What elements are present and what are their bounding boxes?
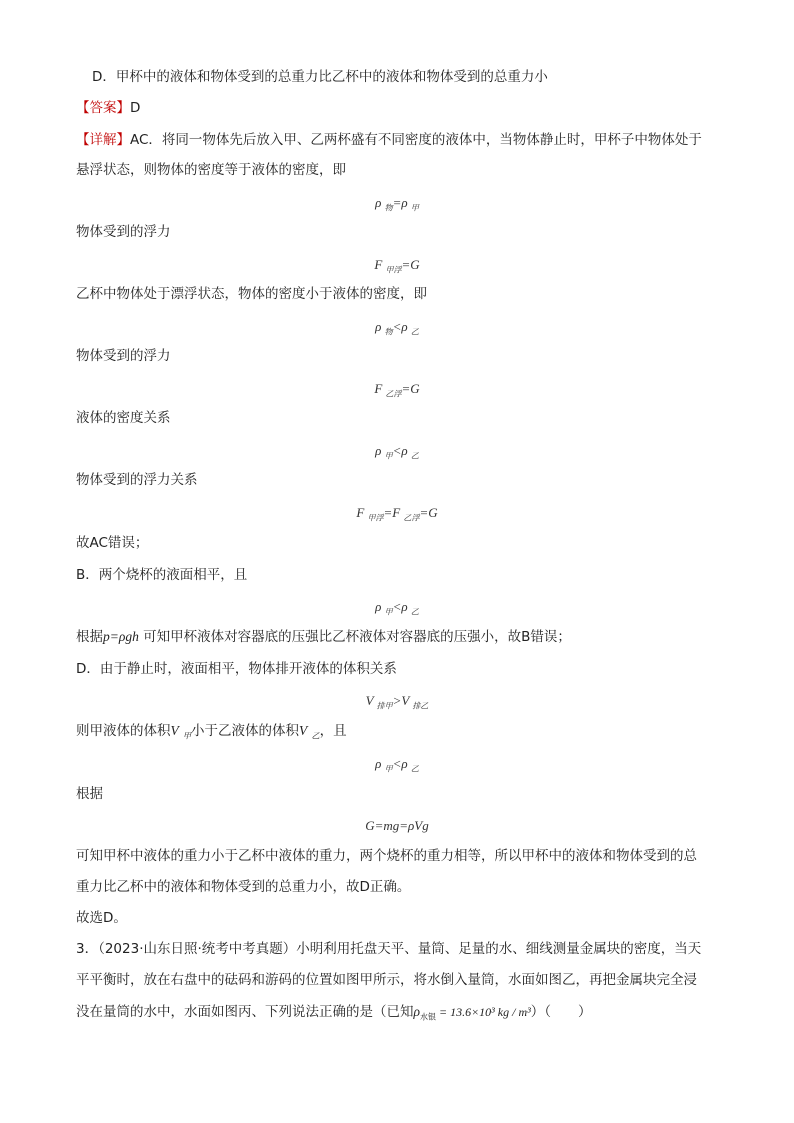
detail-line-2: 悬浮状态，则物体的密度等于液体的密度，即 [76,162,346,178]
question-3-line-2: 平平衡时，放在右盘中的砝码和游码的位置如图甲所示，将水倒入量筒，水面如图乙，再把金属块完全浸 [76,972,697,988]
mercury-density-value: = 13.6×10³ kg / m³ [435,1005,531,1019]
equation-1: ρ $_物$=ρ $_甲$ [375,195,419,213]
text-buoyancy-2: 物体受到的浮力 [76,348,171,364]
text-option-d: D．由于静止时，液面相平，物体排开液体的体积关系 [76,661,397,677]
equation-5: ρ $_甲$<ρ $_乙$ [375,443,419,461]
text-volume: 则甲液体的体积V $_甲$小于乙液体的体积V $_乙$，且 [76,723,347,741]
text-ac-wrong: 故AC错误； [76,535,149,551]
equation-7: ρ $_甲$<ρ $_乙$ [375,599,419,617]
answer-label: 【答案】 [76,100,130,116]
equation-3: ρ $_物$<ρ $_乙$ [375,319,419,337]
detail-label: 【详解】 [76,132,130,148]
text-option-b: B．两个烧杯的液面相平，且 [76,567,248,583]
answer-line [76,98,140,118]
equation-9: ρ $_甲$<ρ $_乙$ [375,756,419,774]
text-density-relation: 液体的密度关系 [76,410,171,426]
equation-2: F $_{甲浮}$=G [374,257,420,275]
equation-6: F $_{甲浮}$=F $_{乙浮}$=G [356,505,438,523]
text-buoyancy-1: 物体受到的浮力 [76,224,171,240]
mercury-density-symbol: ρ [413,1004,420,1019]
answer-value: D [130,100,141,116]
question-3-line-1: 3．（2023·山东日照·统考中考真题）小明利用托盘天平、量筒、足量的水、细线测量金属块的密度，当天 [76,941,702,957]
text-conclusion-2: 重力比乙杯中的液体和物体受到的总重力小，故D正确。 [76,879,411,895]
text-b-pressure: 根据p=ρgh 可知甲杯液体对容器底的压强比乙杯液体对容器底的压强小，故B错误； [76,629,571,645]
text-choose: 故选D。 [76,910,127,926]
text-conclusion-1: 可知甲杯中液体的重力小于乙杯中液体的重力，两个烧杯的重力相等，所以甲杯中的液体和物体受到的总 [76,848,697,864]
pressure-formula: p=ρgh [103,629,139,644]
question-3-line-3: 没在量筒的水中，水面如图丙、下列说法正确的是（已知$\rho_{水银} = 13.6\times 10^3$ kg / m³）（ ） [76,1004,592,1022]
equation-10: G=mg=ρVg [365,818,429,833]
text-yi-cup: 乙杯中物体处于漂浮状态，物体的密度小于液体的密度，即 [76,286,427,302]
text-according: 根据 [76,786,103,802]
text-buoyancy-relation: 物体受到的浮力关系 [76,472,198,488]
equation-4: F $_{乙浮}$=G [374,381,420,399]
option-d-text: D．甲杯中的液体和物体受到的总重力比乙杯中的液体和物体受到的总重力小 [92,69,548,85]
equation-8: V $_{排甲}$>V $_{排乙}$ [365,693,429,711]
detail-line-1: 【详解】AC．将同一物体先后放入甲、乙两杯盛有不同密度的液体中，当物体静止时，甲杯子中物体处于 [76,132,702,148]
